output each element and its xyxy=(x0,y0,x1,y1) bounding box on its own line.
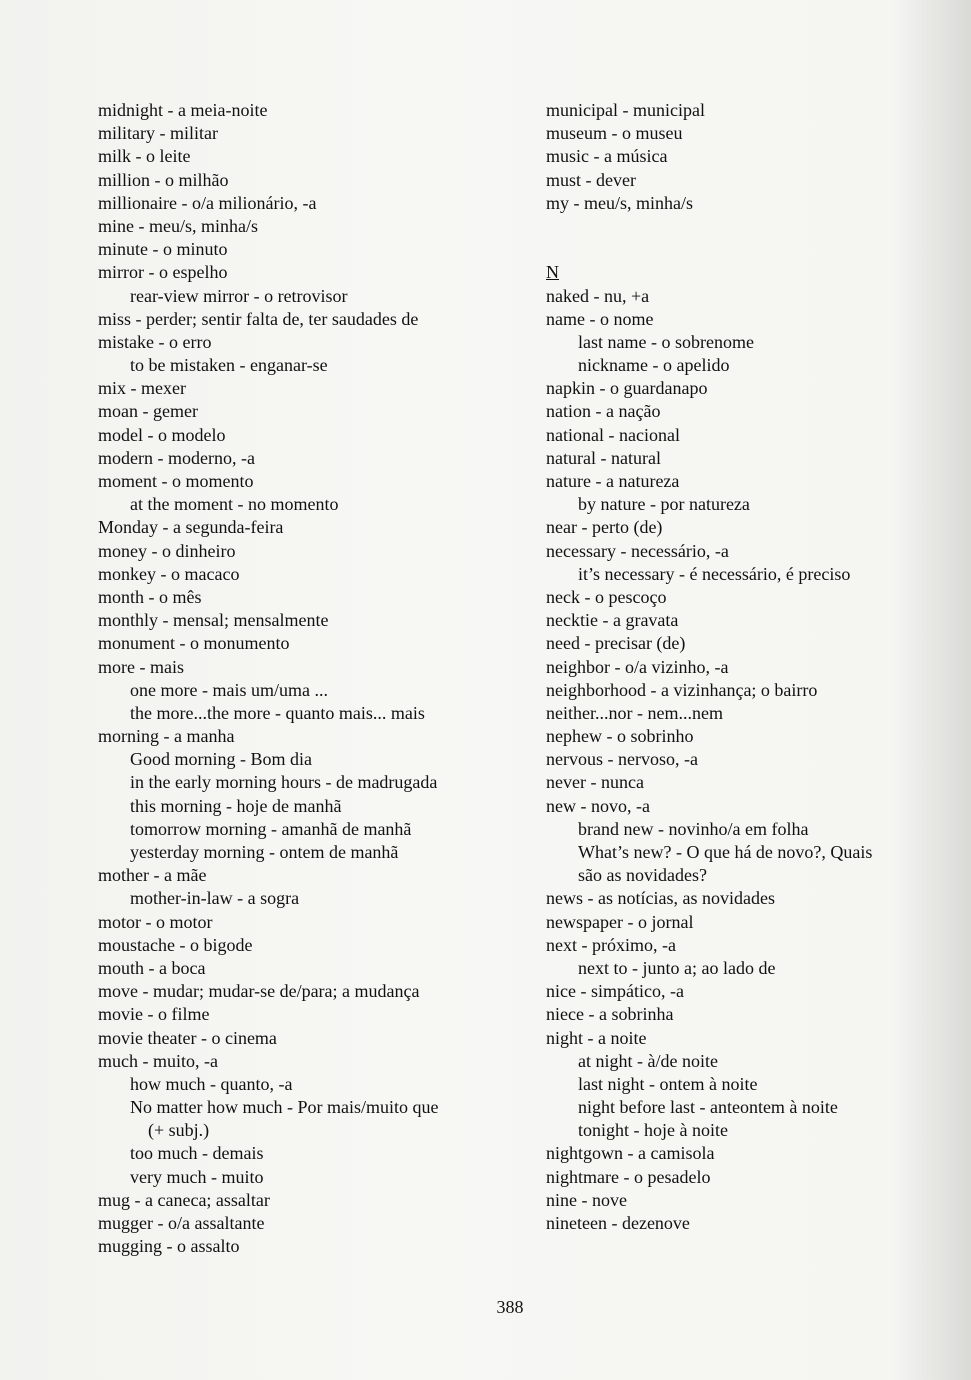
dictionary-entry: moustache - o bigode xyxy=(98,934,253,955)
dictionary-entry: my - meu/s, minha/s xyxy=(546,192,693,213)
dictionary-entry: monument - o monumento xyxy=(98,633,290,654)
dictionary-entry: mug - a caneca; assaltar xyxy=(98,1189,270,1210)
sub-entry: this morning - hoje de manhã xyxy=(130,795,342,816)
section-letter: N xyxy=(546,262,559,283)
dictionary-entry: nature - a natureza xyxy=(546,471,680,491)
dictionary-entry xyxy=(546,215,926,238)
dictionary-entry: motor - o motor xyxy=(98,911,213,932)
dictionary-entry: nervous - nervoso, -a xyxy=(546,749,698,770)
dictionary-entry: modern - moderno, -a xyxy=(98,447,255,468)
dictionary-entry: nightmare - o pesadelo xyxy=(546,1166,711,1187)
sub-entry: to be mistaken - enganar-se xyxy=(130,355,328,376)
dictionary-entry: nice - simpático, -a xyxy=(546,981,684,1002)
dictionary-entry: minute - o minuto xyxy=(98,239,228,260)
dictionary-entry: natural - natural xyxy=(546,447,661,468)
dictionary-entry: moment - o momento xyxy=(98,471,254,491)
dictionary-entry: near - perto (de) xyxy=(546,517,663,538)
dictionary-entry: mine - meu/s, minha/s xyxy=(98,215,258,236)
dictionary-entry: model - o modelo xyxy=(98,424,226,445)
sub-entry: one more - mais um/uma ... xyxy=(130,679,328,700)
sub-entry: tonight - hoje à noite xyxy=(578,1120,728,1141)
sub-entry: very much - muito xyxy=(130,1166,264,1187)
dictionary-entry: neighborhood - a vizinhança; o bairro xyxy=(546,679,818,700)
dictionary-entry: mouth - a boca xyxy=(98,957,206,978)
dictionary-entry: necessary - necessário, -a xyxy=(546,540,729,561)
sub-entry: são as novidades? xyxy=(578,865,707,886)
dictionary-entry: need - precisar (de) xyxy=(546,633,686,654)
dictionary-entry: nineteen - dezenove xyxy=(546,1213,690,1233)
dictionary-entry: millionaire - o/a milionário, -a xyxy=(98,192,317,213)
dictionary-entry: million - o milhão xyxy=(98,169,229,190)
sub-entry: it’s necessary - é necessário, é preciso xyxy=(578,563,851,584)
page-number: 388 xyxy=(496,1297,524,1317)
dictionary-entry xyxy=(546,238,926,261)
dictionary-entry: nephew - o sobrinho xyxy=(546,726,694,747)
dictionary-entry: napkin - o guardanapo xyxy=(546,378,708,399)
dictionary-entry: mugging - o assalto xyxy=(98,1236,240,1257)
dictionary-entry: newspaper - o jornal xyxy=(546,911,694,932)
dictionary-entry: morning - a manha xyxy=(98,726,235,747)
sub-entry: last name - o sobrenome xyxy=(578,331,754,352)
dictionary-entry: much - muito, -a xyxy=(98,1050,218,1071)
dictionary-entry: mix - mexer xyxy=(98,378,186,399)
sub-entry: in the early morning hours - de madrugada xyxy=(130,772,438,793)
sub-entry: yesterday morning - ontem de manhã xyxy=(130,842,399,862)
dictionary-entry: monkey - o macaco xyxy=(98,563,240,584)
dictionary-entry: moan - gemer xyxy=(98,401,198,422)
dictionary-entry: neck - o pescoço xyxy=(546,586,667,607)
dictionary-entry: miss - perder; sentir falta de, ter saudades de xyxy=(98,308,419,329)
sub-entry: What’s new? - O que há de novo?, Quais xyxy=(578,842,873,862)
dictionary-entry: next - próximo, -a xyxy=(546,934,676,955)
section-letter-heading xyxy=(546,261,926,284)
left-column xyxy=(98,99,498,1258)
dictionary-entry: midnight - a meia-noite xyxy=(98,100,268,120)
dictionary-entry: monthly - mensal; mensalmente xyxy=(98,610,329,631)
dictionary-entry: movie theater - o cinema xyxy=(98,1027,277,1048)
sub-entry: by nature - por natureza xyxy=(578,494,750,515)
dictionary-entry: mistake - o erro xyxy=(98,331,212,352)
right-column xyxy=(546,99,926,1235)
dictionary-entry: museum - o museu xyxy=(546,123,683,144)
dictionary-entry: movie - o filme xyxy=(98,1004,210,1025)
sub-entry: next to - junto a; ao lado de xyxy=(578,957,776,978)
sub-entry: at night - à/de noite xyxy=(578,1050,718,1071)
sub-entry: rear-view mirror - o retrovisor xyxy=(130,285,348,306)
dictionary-entry: music - a música xyxy=(546,146,668,167)
sub-entry: mother-in-law - a sogra xyxy=(130,888,300,909)
dictionary-entry: milk - o leite xyxy=(98,146,191,167)
dictionary-entry: mother - a mãe xyxy=(98,865,207,886)
sub-entry: the more...the more - quanto mais... mais xyxy=(130,702,425,723)
dictionary-entry: must - dever xyxy=(546,169,636,190)
dictionary-entry: necktie - a gravata xyxy=(546,610,679,631)
dictionary-entry: military - militar xyxy=(98,123,218,144)
dictionary-entry: niece - a sobrinha xyxy=(546,1004,674,1025)
dictionary-entry: naked - nu, +a xyxy=(546,285,650,306)
dictionary-entry: neighbor - o/a vizinho, -a xyxy=(546,656,729,677)
dictionary-entry: move - mudar; mudar-se de/para; a mudança xyxy=(98,981,420,1002)
dictionary-entry: night - a noite xyxy=(546,1027,647,1048)
sub-entry: (+ subj.) xyxy=(148,1120,210,1141)
sub-entry: last night - ontem à noite xyxy=(578,1073,758,1094)
sub-entry: how much - quanto, -a xyxy=(130,1073,293,1094)
dictionary-entry: never - nunca xyxy=(546,772,644,793)
dictionary-entry: nightgown - a camisola xyxy=(546,1143,715,1164)
sub-entry: Good morning - Bom dia xyxy=(130,749,312,770)
dictionary-entry: nine - nove xyxy=(546,1189,627,1210)
dictionary-entry: more - mais xyxy=(98,656,184,677)
dictionary-entry: mirror - o espelho xyxy=(98,262,228,283)
dictionary-entry: month - o mês xyxy=(98,586,202,607)
dictionary-entry: name - o nome xyxy=(546,308,654,329)
dictionary-entry: new - novo, -a xyxy=(546,795,650,816)
dictionary-entry: news - as notícias, as novidades xyxy=(546,888,775,909)
sub-entry: brand new - novinho/a em folha xyxy=(578,818,809,839)
sub-entry: No matter how much - Por mais/muito que xyxy=(130,1097,439,1118)
dictionary-entry: nation - a nação xyxy=(546,401,661,422)
dictionary-entry: mugger - o/a assaltante xyxy=(98,1213,265,1233)
dictionary-entry: municipal - municipal xyxy=(546,100,705,120)
dictionary-entry: Monday - a segunda-feira xyxy=(98,517,284,538)
sub-entry: nickname - o apelido xyxy=(578,355,730,376)
sub-entry: at the moment - no momento xyxy=(130,494,339,515)
sub-entry: too much - demais xyxy=(130,1143,264,1164)
dictionary-entry: money - o dinheiro xyxy=(98,540,236,561)
dictionary-entry: neither...nor - nem...nem xyxy=(546,702,723,723)
sub-entry: tomorrow morning - amanhã de manhã xyxy=(130,818,412,839)
sub-entry: night before last - anteontem à noite xyxy=(578,1097,838,1118)
dictionary-entry: national - nacional xyxy=(546,424,680,445)
